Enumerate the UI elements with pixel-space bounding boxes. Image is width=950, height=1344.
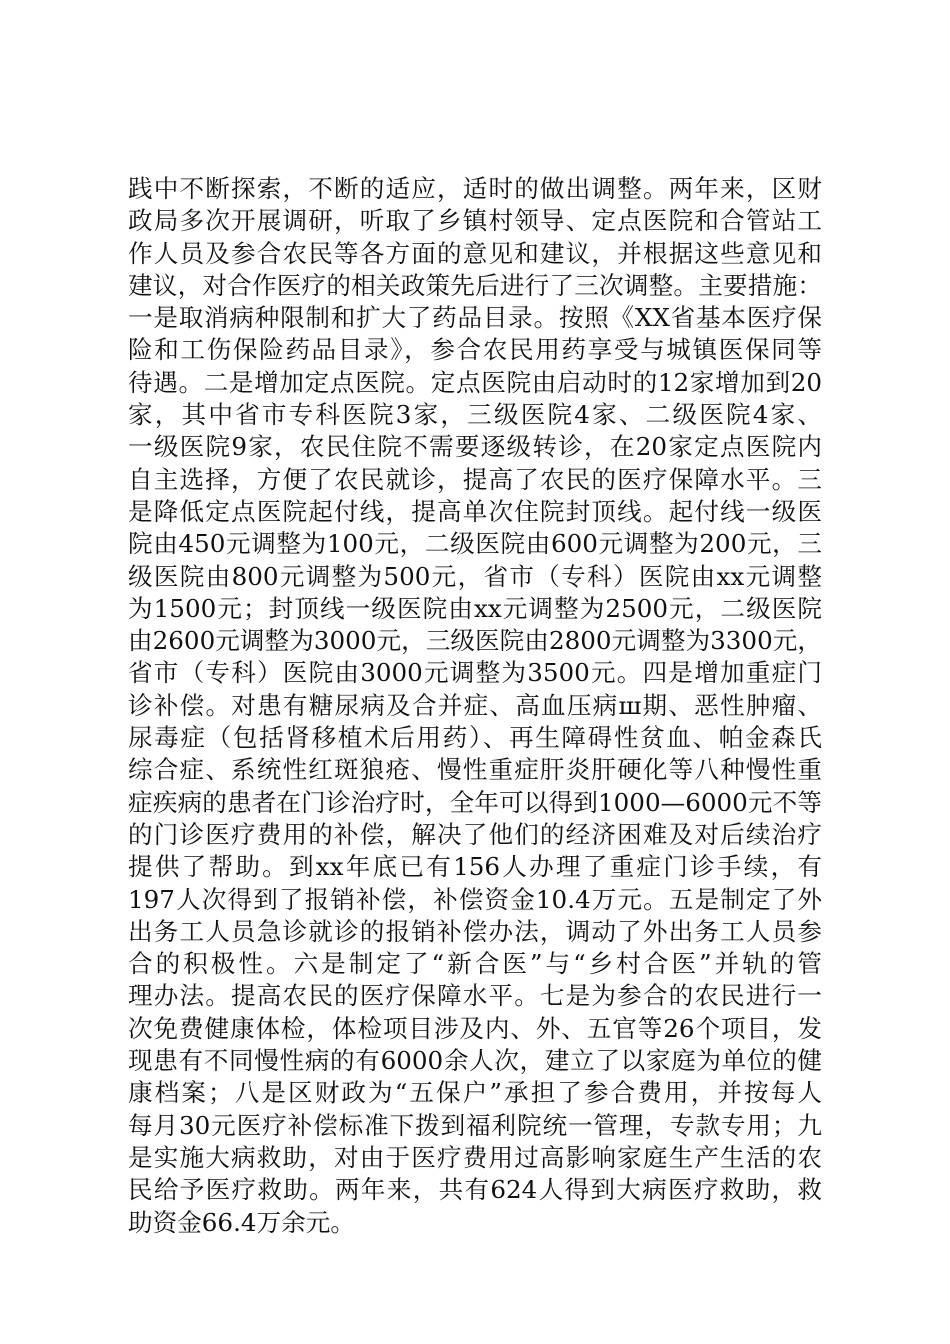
- text-line: 作人员及参合农民等各方面的意见和建议，并根据这些意见和: [128, 238, 822, 268]
- text-line: 197人次得到了报销补偿，补偿资金10.4万元。五是制定了外: [128, 884, 823, 914]
- text-line: 家，其中省市专科医院3家，三级医院4家、二级医院4家、: [128, 400, 822, 430]
- text-line: 一级医院9家，农民住院不需要逐级转诊，在20家定点医院内: [128, 432, 822, 462]
- text-line: 提供了帮助。到xx年底已有156人办理了重症门诊手续，有: [128, 852, 822, 882]
- text-line: 级医院由800元调整为500元，省市（专科）医院由xx元调整: [128, 561, 822, 591]
- text-line: 理办法。提高农民的医疗保障水平。七是为参合的农民进行一: [128, 981, 822, 1011]
- text-line: 民给予医疗救助。两年来，共有624人得到大病医疗救助，救: [128, 1175, 822, 1205]
- text-line: 每月30元医疗补偿标准下拨到福利院统一管理，专款专用；九: [128, 1110, 822, 1140]
- text-line: 院由450元调整为100元，二级医院由600元调整为200元，三: [128, 529, 822, 559]
- text-line: 政局多次开展调研，听取了乡镇村领导、定点医院和合管站工: [128, 206, 822, 236]
- text-line: 省市（专科）医院由3000元调整为3500元。四是增加重症门: [128, 658, 822, 688]
- text-line: 诊补偿。对患有糖尿病及合并症、高血压病ш期、恶性肿瘤、: [128, 690, 822, 720]
- text-line: 症疾病的患者在门诊治疗时，全年可以得到1000—6000元不等: [128, 787, 822, 817]
- text-line: 出务工人员急诊就诊的报销补偿办法，调动了外出务工人员参: [128, 916, 822, 946]
- text-line: 康档案；八是区财政为“五保户”承担了参合费用，并按每人: [128, 1078, 822, 1108]
- text-line: 合的积极性。六是制定了“新合医”与“乡村合医”并轨的管: [128, 949, 822, 979]
- text-line: 由2600元调整为3000元，三级医院由2800元调整为3300元，: [128, 626, 822, 656]
- text-line: 综合症、系统性红斑狼疮、慢性重症肝炎肝硬化等八种慢性重: [128, 755, 822, 785]
- text-line: 次免费健康体检，体检项目涉及内、外、五官等26个项目，发: [128, 1013, 822, 1043]
- text-line: 的门诊医疗费用的补偿，解决了他们的经济困难及对后续治疗: [128, 819, 822, 849]
- text-line: 现患有不同慢性病的有6000余人次，建立了以家庭为单位的健: [128, 1046, 822, 1076]
- body-paragraph: [128, 173, 822, 1239]
- text-line: 尿毒症（包括肾移植术后用药）、再生障碍性贫血、帕金森氏: [128, 723, 822, 753]
- text-line: 一是取消病种限制和扩大了药品目录。按照《XX省基本医疗保: [128, 303, 822, 333]
- text-line: 是降低定点医院起付线，提高单次住院封顶线。起付线一级医: [128, 496, 822, 526]
- text-line: 待遇。二是增加定点医院。定点医院由启动时的12家增加到20: [128, 367, 822, 397]
- text-line: 自主选择，方便了农民就诊，提高了农民的医疗保障水平。三: [128, 464, 822, 494]
- text-line: 险和工伤保险药品目录》，参合农民用药享受与城镇医保同等: [128, 335, 822, 365]
- text-line: 为1500元；封顶线一级医院由xx元调整为2500元，二级医院: [128, 593, 822, 623]
- text-line: 践中不断探索，不断的适应，适时的做出调整。两年来，区财: [128, 174, 822, 203]
- text-line: 助资金66.4万余元。: [128, 1207, 355, 1237]
- text-line: 建议，对合作医疗的相关政策先后进行了三次调整。主要措施：: [128, 270, 822, 300]
- text-line: 是实施大病救助，对由于医疗费用过高影响家庭生产生活的农: [128, 1142, 822, 1172]
